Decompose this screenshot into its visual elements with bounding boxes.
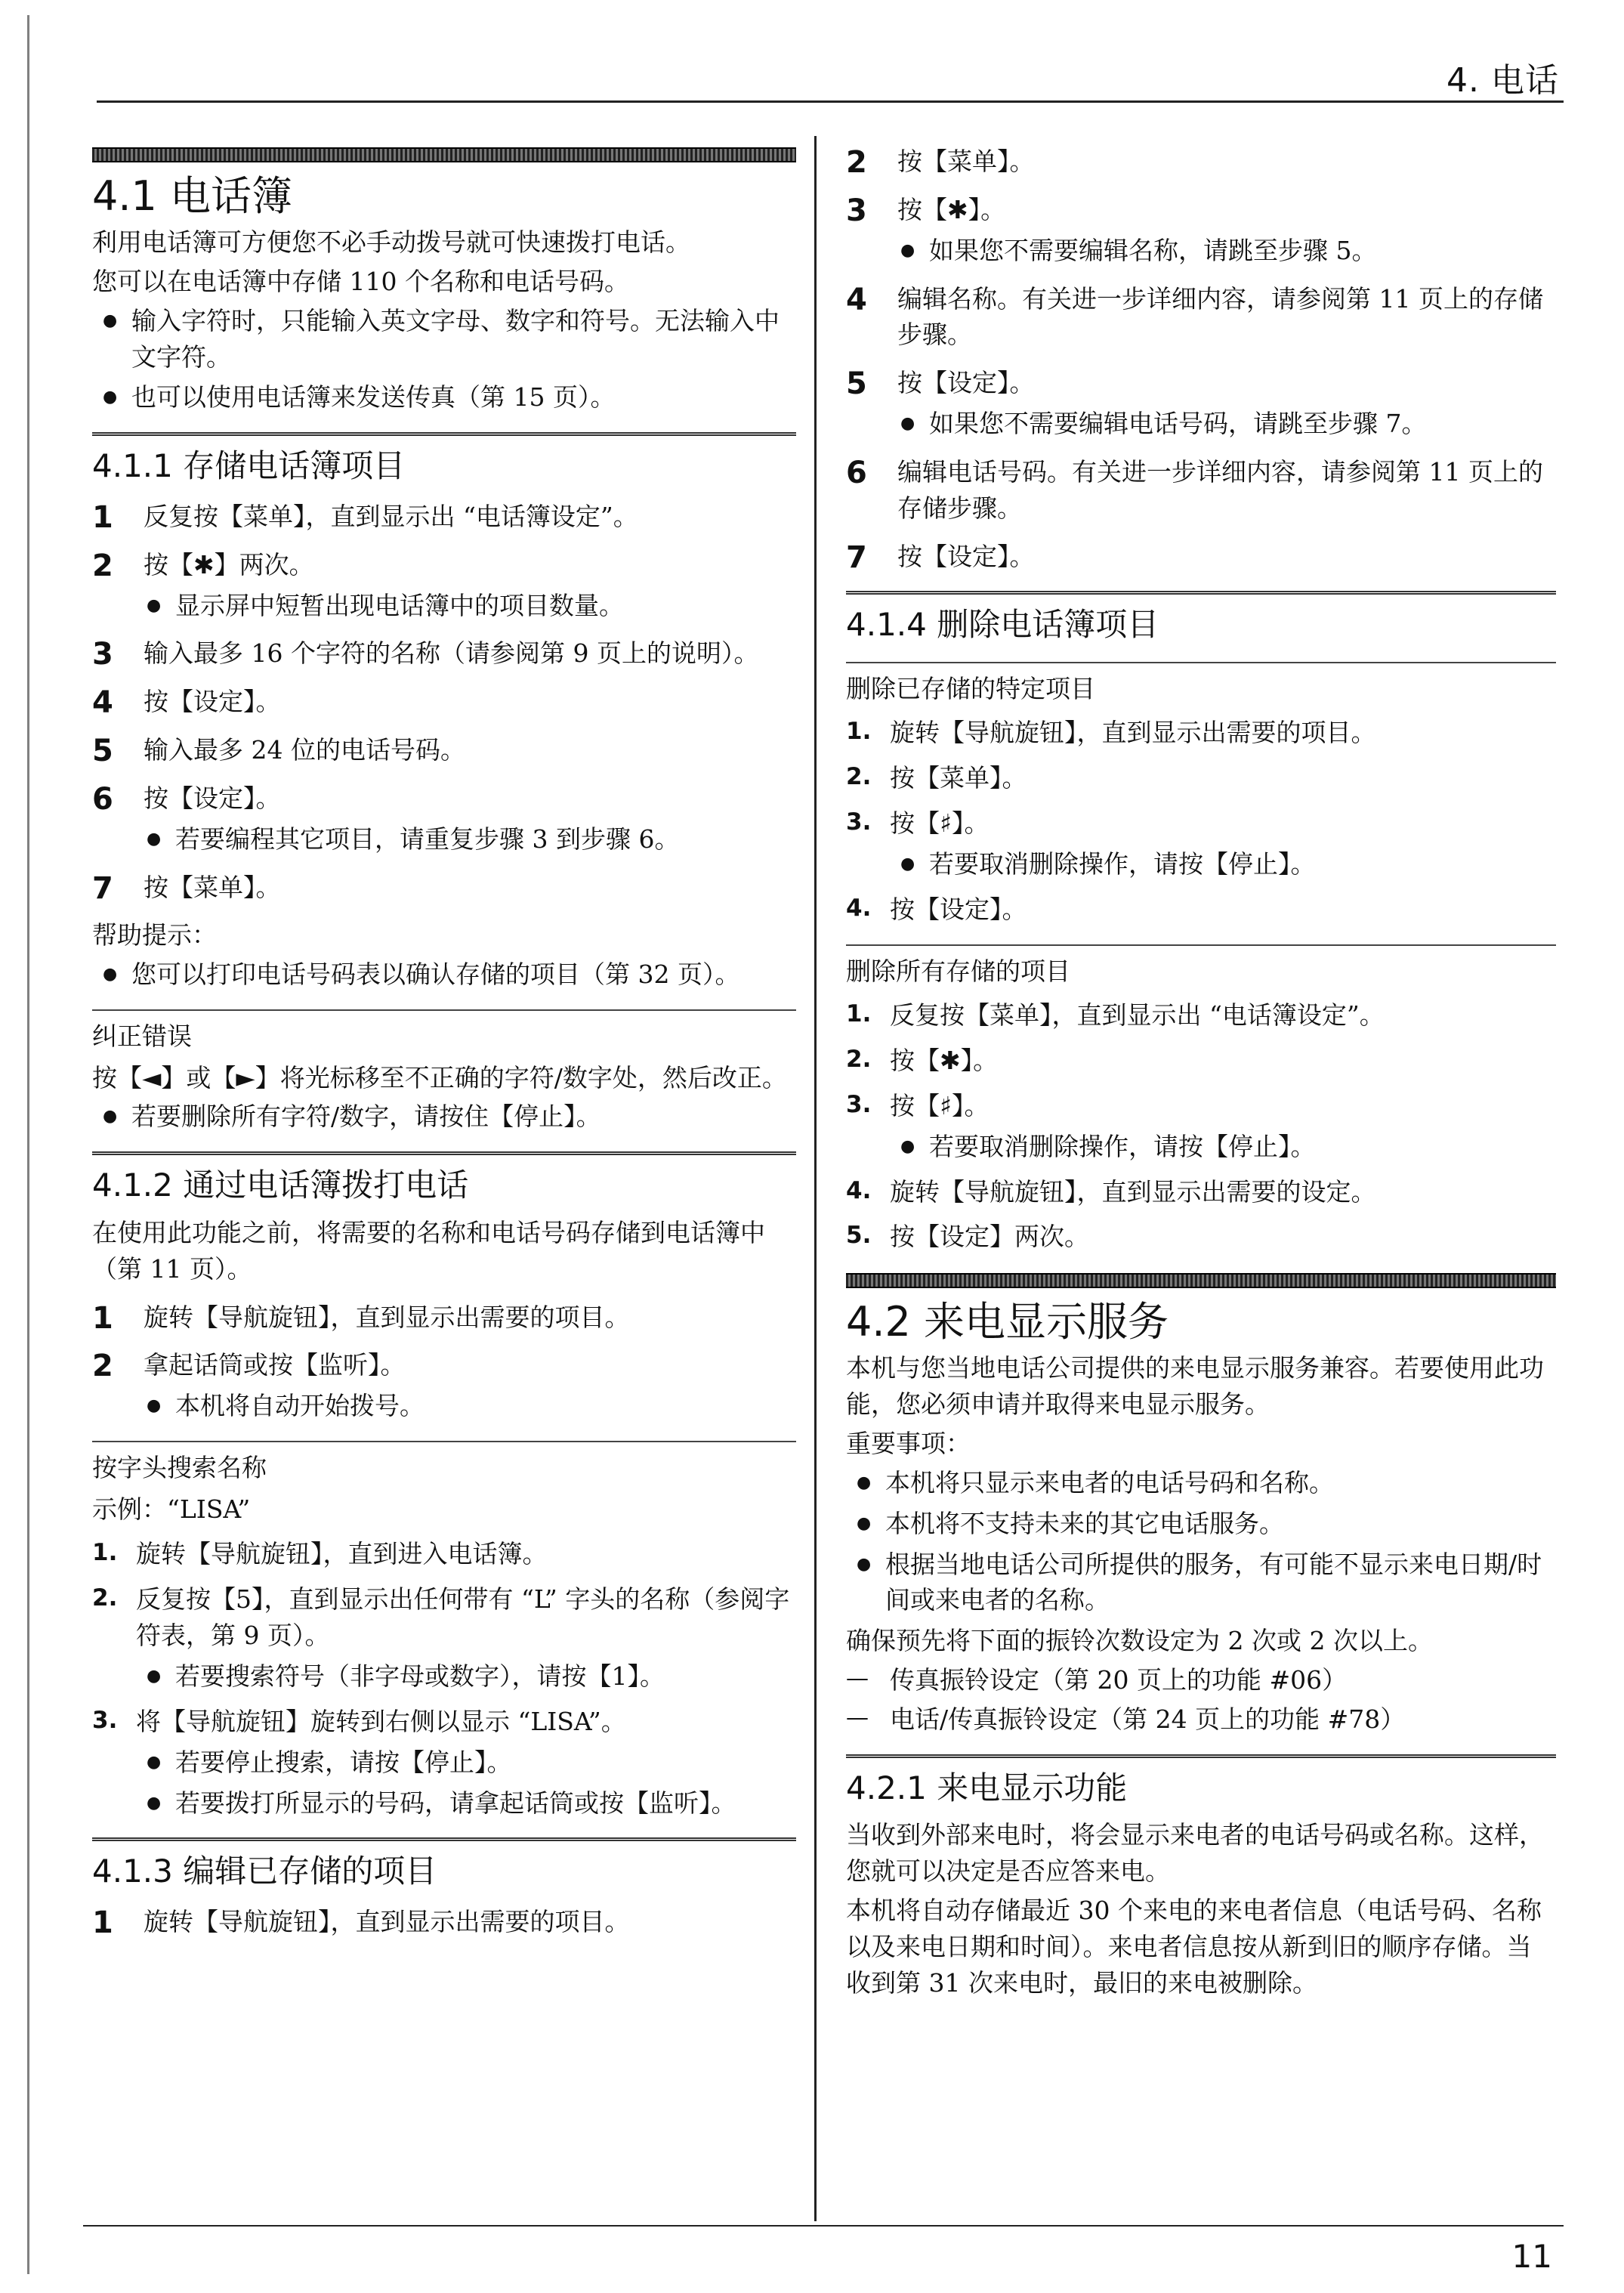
left-column bbox=[92, 147, 796, 1945]
step-text: 反复按【菜单】，直到显示出 “电话簿设定”。 bbox=[144, 501, 638, 531]
step-item bbox=[92, 1581, 796, 1654]
bullet-item: ● 若要取消删除操作，请按【停止】。 bbox=[846, 1129, 1556, 1165]
bullet-item: ● 本机将只显示来电者的电话号码和名称。 bbox=[846, 1465, 1556, 1501]
paragraph: 按【◄】或【►】将光标移至不正确的字符/数字处，然后改正。 bbox=[92, 1062, 787, 1092]
bullet-item: ● 根据当地电话公司所提供的服务，有可能不显示来电日期/时间或来电者的名称。 bbox=[846, 1547, 1556, 1619]
step-item bbox=[92, 1536, 796, 1572]
step-number: 7 bbox=[92, 870, 113, 906]
header-rule bbox=[97, 100, 1564, 103]
paragraph: 在使用此功能之前，将需要的名称和电话号码存储到电话簿中（第 11 页）。 bbox=[92, 1217, 765, 1284]
step-item bbox=[92, 1299, 796, 1336]
important-title: 重要事项： bbox=[846, 1429, 971, 1459]
fix-title: 纠正错误 bbox=[92, 1021, 192, 1052]
step-text: 输入最多 16 个字符的名称（请参阅第 9 页上的说明）。 bbox=[144, 638, 759, 669]
step-text: 反复按【菜单】，直到显示出 “电话簿设定”。 bbox=[890, 1000, 1385, 1031]
step-text: 按【✱】两次。 bbox=[144, 549, 314, 579]
step-number: 2 bbox=[92, 1349, 113, 1384]
step-text: 按【设定】。 bbox=[897, 541, 1035, 571]
step-number: 5. bbox=[846, 1222, 872, 1250]
step-text: 旋转【导航旋钮】，直到进入电话簿。 bbox=[136, 1539, 548, 1569]
subsection-title-4-1-3: 4.1.3 编辑已存储的项目 bbox=[92, 1853, 437, 1890]
paragraph: 您可以在电话簿中存储 110 个名称和电话号码。 bbox=[92, 266, 629, 296]
tip-title: 帮助提示： bbox=[92, 920, 217, 950]
step-text: 按【设定】。 bbox=[144, 783, 281, 813]
bullet-item: ● 也可以使用电话簿来发送传真（第 15 页）。 bbox=[92, 379, 796, 416]
search-title: 按字头搜索名称 bbox=[92, 1453, 267, 1483]
step-number: 3 bbox=[92, 637, 113, 672]
step-item bbox=[846, 1219, 1556, 1255]
bullet-item: ● 若要拨打所显示的号码，请拿起话筒或按【监听】。 bbox=[92, 1785, 796, 1822]
bullet-item: ● 如果您不需要编辑名称，请跳至步骤 5。 bbox=[846, 233, 1556, 269]
step-text: 旋转【导航旋钮】，直到显示出需要的设定。 bbox=[890, 1176, 1376, 1207]
step-number: 3. bbox=[92, 1706, 118, 1734]
section-bar bbox=[92, 147, 796, 162]
step-number: 2. bbox=[92, 1584, 118, 1612]
step-number: 1. bbox=[846, 1000, 872, 1028]
bullet-item: ● 如果您不需要编辑电话号码，请跳至步骤 7。 bbox=[846, 406, 1556, 442]
subsection-rule bbox=[92, 1837, 796, 1841]
step-item bbox=[846, 715, 1556, 751]
step-item bbox=[92, 870, 796, 906]
step-item bbox=[846, 1043, 1556, 1079]
section-bar bbox=[846, 1273, 1556, 1288]
delete-all-title: 删除所有存储的项目 bbox=[846, 956, 1070, 986]
divider-rule bbox=[92, 1009, 796, 1011]
step-item bbox=[846, 805, 1556, 842]
step-item bbox=[846, 365, 1556, 401]
step-text: 按【设定】。 bbox=[144, 687, 281, 717]
bullet-item: ● 显示屏中短暂出现电话簿中的项目数量。 bbox=[92, 588, 796, 624]
step-number: 4 bbox=[92, 685, 113, 721]
step-item bbox=[846, 997, 1556, 1034]
chapter-header: 4. 电话 bbox=[1446, 61, 1559, 100]
footer-rule bbox=[83, 2225, 1564, 2227]
step-item bbox=[846, 1088, 1556, 1124]
subsection-title-4-1-1: 4.1.1 存储电话簿项目 bbox=[92, 447, 406, 485]
step-number: 6 bbox=[92, 781, 113, 817]
subsection-title-4-2-1: 4.2.1 来电显示功能 bbox=[846, 1769, 1128, 1806]
step-text: 编辑电话号码。有关进一步详细内容，请参阅第 11 页上的存储步骤。 bbox=[897, 456, 1543, 523]
dash-item: — 电话/传真振铃设定（第 24 页上的功能 #78） bbox=[846, 1701, 1556, 1738]
step-number: 5 bbox=[92, 734, 113, 769]
bullet-item: ● 您可以打印电话号码表以确认存储的项目（第 32 页）。 bbox=[92, 956, 796, 993]
step-number: 4 bbox=[846, 282, 867, 317]
step-text: 将【导航旋钮】旋转到右侧以显示 “LISA”。 bbox=[136, 1706, 626, 1736]
bullet-item: ● 本机将自动开始拨号。 bbox=[92, 1388, 796, 1424]
subsection-rule bbox=[846, 591, 1556, 595]
step-text: 旋转【导航旋钮】，直到显示出需要的项目。 bbox=[144, 1906, 630, 1936]
step-item bbox=[92, 499, 796, 535]
step-text: 按【设定】。 bbox=[890, 894, 1027, 924]
section-title-4-2: 4.2 来电显示服务 bbox=[846, 1298, 1169, 1346]
step-text: 按【✱】。 bbox=[890, 1046, 999, 1076]
step-item bbox=[846, 892, 1556, 928]
step-item bbox=[92, 547, 796, 583]
step-text: 旋转【导航旋钮】，直到显示出需要的项目。 bbox=[144, 1302, 630, 1332]
paragraph: 当收到外部来电时，将会显示来电者的电话号码或名称。这样，您就可以决定是否应答来电。 bbox=[846, 1820, 1544, 1887]
dash-item: — 传真振铃设定（第 20 页上的功能 #06） bbox=[846, 1662, 1556, 1698]
step-number: 2 bbox=[846, 145, 867, 180]
page-number: 11 bbox=[1511, 2238, 1552, 2275]
step-item bbox=[92, 1904, 796, 1940]
subsection-rule bbox=[92, 432, 796, 436]
step-text: 按【菜单】。 bbox=[144, 872, 281, 902]
scan-edge bbox=[27, 15, 29, 2274]
step-number: 1. bbox=[92, 1539, 118, 1567]
subsection-title-4-1-2: 4.1.2 通过电话簿拨打电话 bbox=[92, 1167, 469, 1204]
step-number: 2. bbox=[846, 1046, 872, 1074]
step-text: 按【♯】。 bbox=[890, 808, 990, 839]
step-item bbox=[92, 635, 796, 672]
paragraph: 利用电话簿可方便您不必手动拨号就可快速拨打电话。 bbox=[92, 227, 690, 258]
bullet-item: ● 若要停止搜索，请按【停止】。 bbox=[92, 1744, 796, 1781]
step-text: 按【菜单】。 bbox=[890, 763, 1027, 793]
subsection-rule bbox=[846, 1754, 1556, 1758]
step-text: 按【设定】两次。 bbox=[890, 1222, 1089, 1252]
step-text: 按【菜单】。 bbox=[897, 147, 1035, 176]
step-item bbox=[846, 454, 1556, 527]
subsection-rule bbox=[92, 1151, 796, 1155]
step-number: 1 bbox=[92, 499, 113, 535]
step-text: 输入最多 24 位的电话号码。 bbox=[144, 735, 465, 765]
step-text: 反复按【5】，直到显示出任何带有 “L” 字头的名称（参阅字符表，第 9 页）。 bbox=[136, 1584, 790, 1651]
right-column bbox=[846, 144, 1556, 2004]
step-number: 1 bbox=[92, 1905, 113, 1940]
subsection-title-4-1-4: 4.1.4 删除电话簿项目 bbox=[846, 606, 1159, 644]
step-number: 3. bbox=[846, 1090, 872, 1118]
step-number: 1 bbox=[92, 1300, 113, 1336]
step-item bbox=[846, 192, 1556, 228]
step-text: 按【♯】。 bbox=[890, 1090, 990, 1120]
section-title-4-1: 4.1 电话簿 bbox=[92, 172, 293, 220]
step-item bbox=[846, 760, 1556, 796]
step-item bbox=[846, 144, 1556, 180]
bullet-item: ● 若要删除所有字符/数字，请按住【停止】。 bbox=[92, 1099, 796, 1135]
step-number: 1. bbox=[846, 718, 872, 746]
step-text: 编辑名称。有关进一步详细内容，请参阅第 11 页上的存储步骤。 bbox=[897, 283, 1543, 350]
bullet-item: ● 若要搜索符号（非字母或数字），请按【1】。 bbox=[92, 1658, 796, 1695]
divider-rule bbox=[846, 662, 1556, 663]
step-number: 3 bbox=[846, 193, 867, 228]
step-text: 拿起话筒或按【监听】。 bbox=[144, 1350, 406, 1380]
paragraph: 本机与您当地电话公司提供的来电显示服务兼容。若要使用此功能，您必须申请并取得来电显示服务。 bbox=[846, 1353, 1544, 1420]
bullet-item: ● 若要取消删除操作，请按【停止】。 bbox=[846, 846, 1556, 882]
step-item bbox=[846, 539, 1556, 575]
step-number: 4. bbox=[846, 894, 872, 922]
bullet-item: ● 本机将不支持未来的其它电话服务。 bbox=[846, 1506, 1556, 1542]
step-item bbox=[92, 732, 796, 768]
step-number: 2 bbox=[92, 548, 113, 583]
bullet-item: ● 若要编程其它项目，请重复步骤 3 到步骤 6。 bbox=[92, 821, 796, 858]
bullet-item: ● 输入字符时，只能输入英文字母、数字和符号。无法输入中文字符。 bbox=[92, 303, 796, 375]
paragraph: 确保预先将下面的振铃次数设定为 2 次或 2 次以上。 bbox=[846, 1626, 1433, 1656]
step-text: 按【设定】。 bbox=[897, 368, 1035, 398]
step-number: 2. bbox=[846, 763, 872, 791]
divider-rule bbox=[846, 944, 1556, 946]
paragraph: 本机将自动存储最近 30 个来电的来电者信息（电话号码、名称以及来电日期和时间）。来电者信息按从新到旧的顺序存储。当收到第 31 次来电时，最旧的来电被删除。 bbox=[846, 1896, 1542, 1998]
step-item bbox=[846, 281, 1556, 354]
delete-specific-title: 删除已存储的特定项目 bbox=[846, 673, 1095, 703]
step-text: 旋转【导航旋钮】，直到显示出需要的项目。 bbox=[890, 718, 1376, 748]
step-item bbox=[92, 780, 796, 817]
step-number: 4. bbox=[846, 1176, 872, 1204]
step-number: 6 bbox=[846, 455, 867, 490]
step-item bbox=[846, 1174, 1556, 1210]
step-item bbox=[92, 684, 796, 720]
step-number: 7 bbox=[846, 539, 867, 575]
step-text: 按【✱】。 bbox=[897, 194, 1006, 224]
example-text: 示例：“LISA” bbox=[92, 1494, 251, 1524]
step-number: 3. bbox=[846, 808, 872, 836]
step-item bbox=[92, 1347, 796, 1383]
step-item bbox=[92, 1704, 796, 1740]
step-number: 5 bbox=[846, 366, 867, 402]
column-divider bbox=[814, 136, 817, 2221]
divider-rule bbox=[92, 1441, 796, 1442]
